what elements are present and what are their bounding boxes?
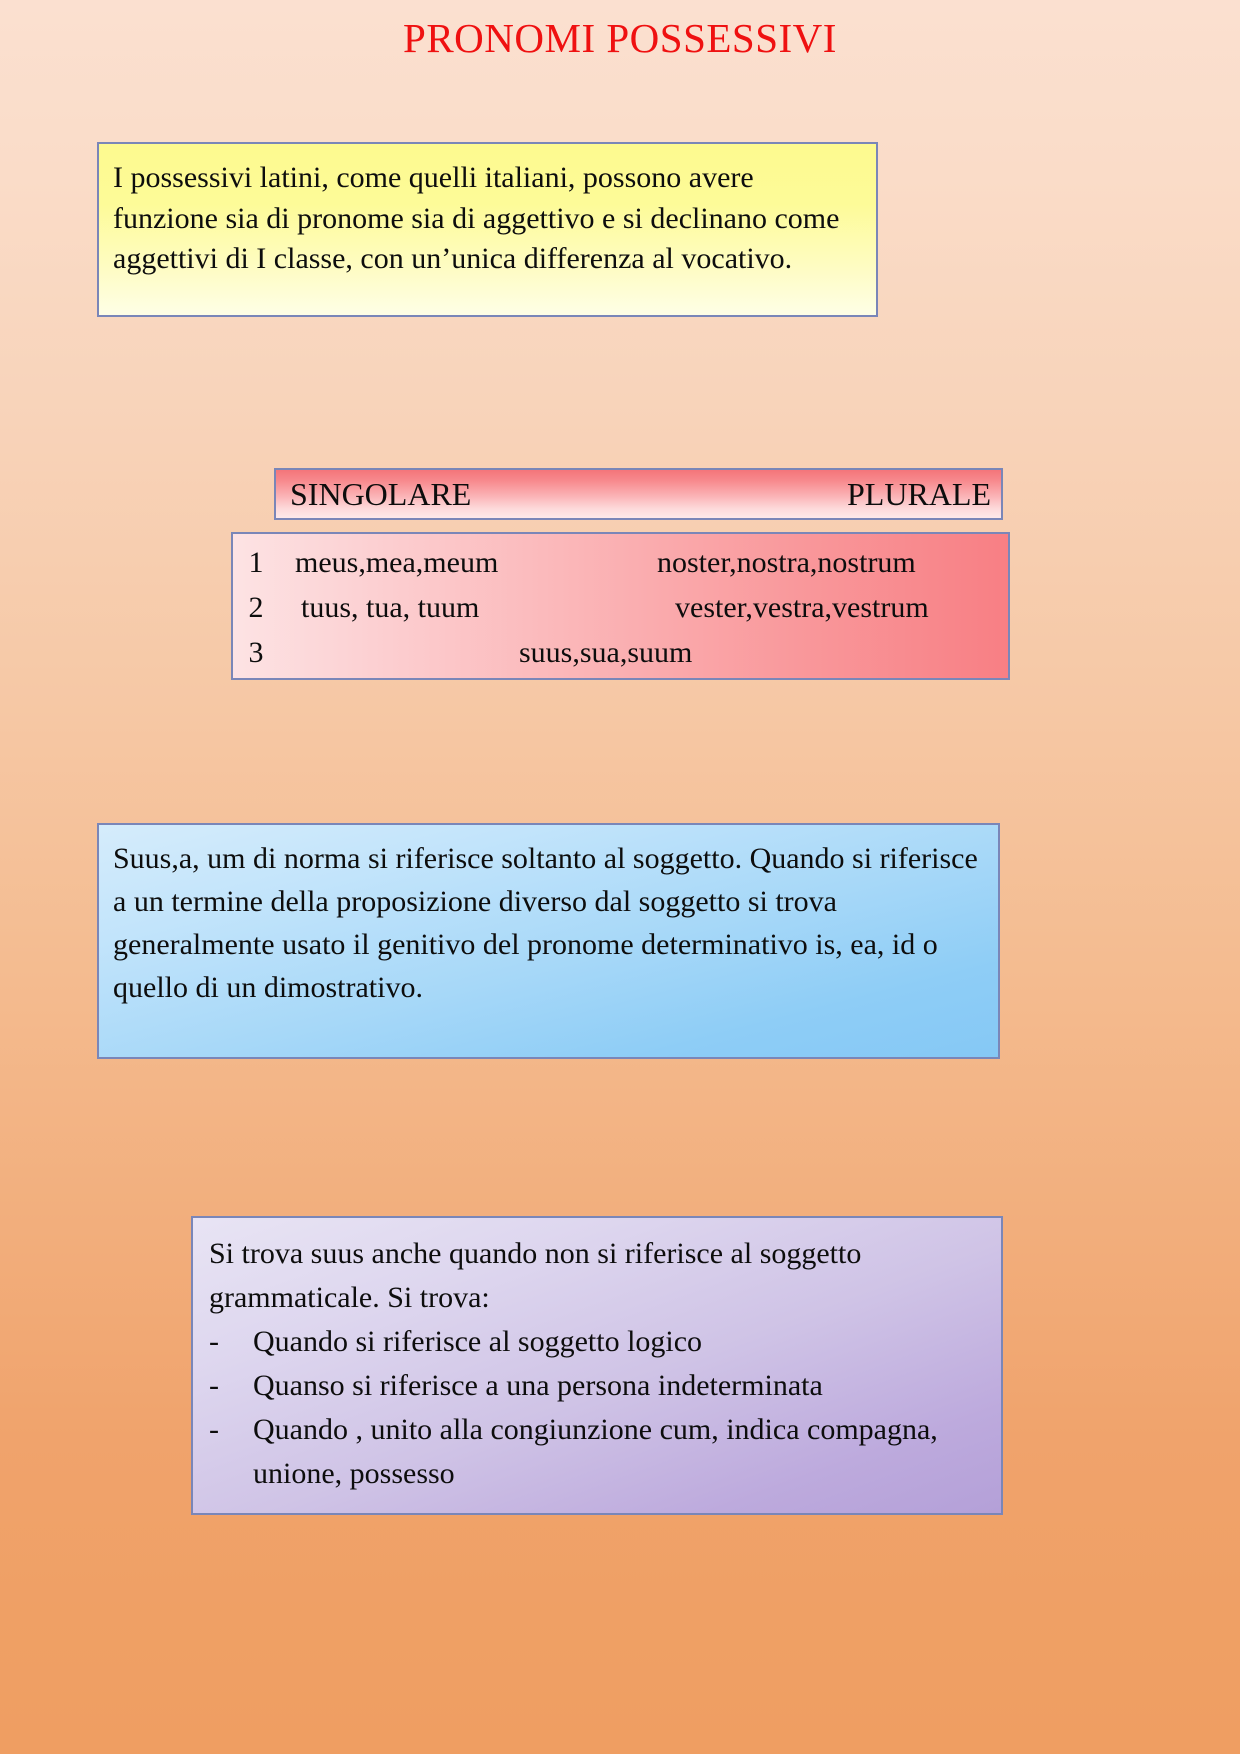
list-item: [209, 1364, 987, 1408]
row-number: 3: [248, 635, 264, 669]
intro-text: I possessivi latini, come quelli italiani, possono avere funzione sia di pronome sia di aggettivo e si declinano come aggettivi di I classe, con un’unica differenza al vocativo.: [113, 161, 840, 275]
usage-bullet-list: [209, 1320, 987, 1496]
list-item: [209, 1320, 987, 1364]
list-item-label: Quando , unito alla congiunzione cum, indica compagna, unione, possesso: [253, 1413, 938, 1490]
row-number: 1: [248, 545, 264, 579]
table-row: [233, 630, 1008, 675]
table-row: [233, 585, 1008, 630]
bullet-dash-icon: -: [209, 1369, 219, 1402]
page-title: PRONOMI POSSESSIVI: [403, 15, 837, 61]
usage-callout-box: [191, 1216, 1003, 1515]
table-header-row: [274, 468, 1003, 520]
bullet-dash-icon: -: [209, 1413, 219, 1446]
note-callout-box: [97, 823, 1000, 1059]
usage-intro-text: Si trova suus anche quando non si riferisce al soggetto grammaticale. Si trova:: [209, 1237, 862, 1314]
row-shared-form: suus,sua,suum: [519, 635, 693, 669]
note-text: Suus,a, um di norma si riferisce soltanto al soggetto. Quando si riferisce a un termine della proposizione diverso dal soggetto si trova generalmente usato il genitivo del pronome determinativo is, ea, id o quello di un dimostrativo.: [113, 842, 978, 1004]
table-header-singular: SINGOLARE: [290, 476, 472, 512]
list-item-label: Quanso si riferisce a una persona indeterminata: [253, 1369, 823, 1402]
row-plural: vester,vestra,vestrum: [675, 590, 929, 624]
possessives-table-body: [231, 532, 1010, 680]
row-singular: tuus, tua, tuum: [301, 590, 480, 624]
intro-callout-box: [97, 142, 878, 317]
bullet-dash-icon: -: [209, 1325, 219, 1358]
row-singular: meus,mea,meum: [295, 545, 499, 579]
table-row: [233, 540, 1008, 585]
row-plural: noster,nostra,nostrum: [657, 545, 916, 579]
row-number: 2: [248, 590, 264, 624]
list-item-label: Quando si riferisce al soggetto logico: [253, 1325, 703, 1358]
table-header-plural: PLURALE: [847, 476, 991, 512]
list-item: [209, 1408, 987, 1496]
